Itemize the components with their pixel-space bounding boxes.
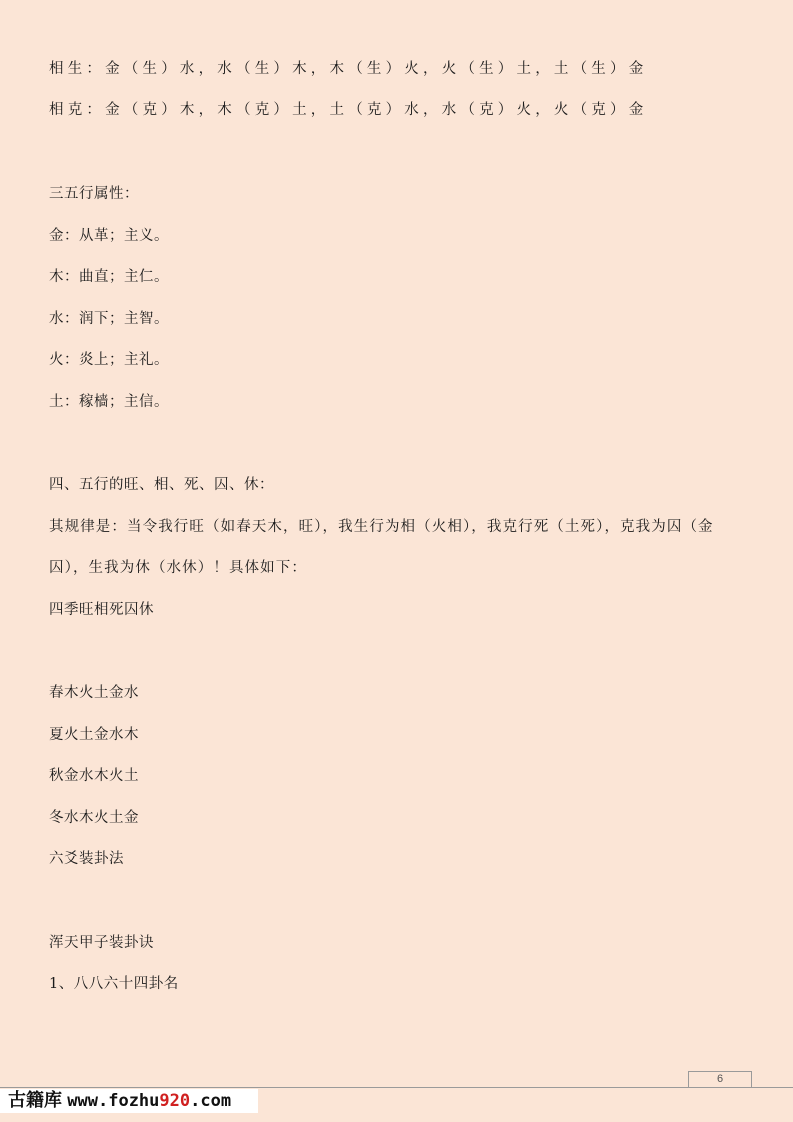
- text-line-metal: 金：从革；主义。: [49, 228, 169, 244]
- site-logo-banner[interactable]: [0, 1089, 258, 1113]
- footer-divider: [0, 1087, 793, 1088]
- section-heading-five-elements-attributes: 三五行属性：: [49, 186, 139, 202]
- section-heading-prosperity-cycle: 四、五行的旺、相、死、囚、休：: [49, 477, 274, 493]
- text-line-spring: 春木火土金水: [49, 685, 139, 701]
- text-line-rule: 其规律是：当令我行旺（如春天木，旺），我生行为相（火相），我克行死（土死），克我为囚（金: [49, 519, 714, 535]
- site-logo-url-suffix: .com: [190, 1091, 232, 1111]
- text-line-rule-continued: 囚），生我为休（水休）！具体如下：: [49, 560, 307, 576]
- text-line-sixty-four-hexagrams: 1、八八六十四卦名: [49, 976, 179, 992]
- text-line-four-seasons-header: 四季旺相死囚休: [49, 602, 154, 618]
- text-line-summer: 夏火土金水木: [49, 727, 139, 743]
- text-line-wood: 木：曲直；主仁。: [49, 269, 169, 285]
- section-heading-six-lines-method: 六爻装卦法: [49, 851, 124, 867]
- text-line-autumn: 秋金水木火土: [49, 768, 139, 784]
- text-line-earth: 土：稼樯；主信。: [49, 394, 169, 410]
- text-line-mutual-restraint: 相克：金（克）木，木（克）土，土（克）水，水（克）火，火（克）金: [49, 102, 648, 118]
- site-logo-url-prefix: www.fozhu: [67, 1091, 160, 1111]
- text-line-fire: 火：炎上；主礼。: [49, 352, 169, 368]
- section-heading-hunlun-method: 浑天甲子装卦诀: [49, 935, 154, 951]
- text-line-winter: 冬水木火土金: [49, 810, 139, 826]
- page-number: 6: [688, 1071, 752, 1088]
- text-line-mutual-generation: 相生：金（生）水，水（生）木，木（生）火，火（生）土，土（生）金: [49, 61, 648, 77]
- site-logo-url-number: 920: [159, 1091, 191, 1111]
- site-logo-name: 古籍库: [8, 1090, 62, 1111]
- text-line-water: 水：润下；主智。: [49, 311, 169, 327]
